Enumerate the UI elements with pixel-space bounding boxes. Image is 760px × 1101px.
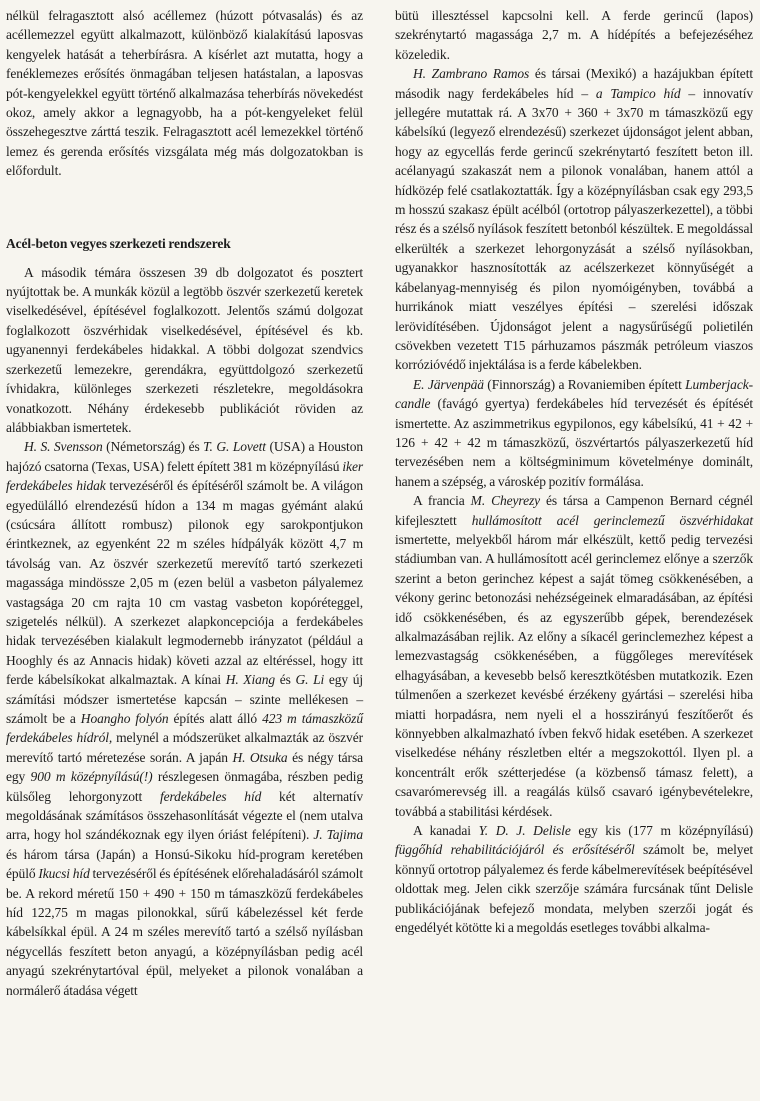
- author-name: Y. D. J. Delisle: [478, 823, 571, 839]
- body-text: tervezéséről és építéséről számolt be. A világon egyedülálló elrendezésű hídon a 134 m magas gyémánt alakú (csúcsára állított rombusz) pilonok egy sarokpontjukon érintkeznek, az egyenként 22 m széles hídpályák között 4,7 m távolság van. Az öszvér szerkezetű merevítő tartó szerkezeti magassága mindössze 2,05 m (ezen belül a vasbeton pályalemez vastagsága 20 cm rajta 10 cm vastag vasbeton kopóréteggel, szigetelés nélkül). A szerkezet alapkoncepciója a ferdekábeles hidak tervezésében kialakult legmodernebb irányzatot (például a Hooghly és az Annacis hidak) követi azzal az eltéréssel, hogy itt ferde kábelsíkokat alkalmaztak. A kínai: [6, 478, 363, 688]
- author-name: T. G. Lovett: [203, 439, 266, 455]
- emphasis-text: ferdekábeles híd: [159, 788, 262, 804]
- author-name: H. Zambrano Ramos: [413, 66, 530, 82]
- body-text: (Németország) és: [102, 439, 204, 455]
- emphasis-text: 900 m középnyílású(!): [30, 769, 153, 785]
- emphasis-text: függőhíd rehabilitációjáról és erősítéséről: [395, 842, 635, 858]
- paragraph-overview: A második témára összesen 39 db dolgozatot és posztert nyújtottak be. A munkák közül a legtöbb öszvér szerkezetű keretek viselkedésével, építésével foglalkozott. Jelentős számú dolgozat foglalkozott öszvérhidak viselkedésével, építésével és kb. ugyanennyi ferdekábeles hidakkal. A többi dolgozat szendvics szerkezetű lemezekre, gerendákra, együttdolgozó szerkezetű ívhidakra, különleges szerkezeti részletekre, megoldásokra vonatkozott. Néhány érdekesebb publikációt röviden az alábbiakban ismertetek.: [6, 264, 363, 435]
- paragraph-continuation: bütü illesztéssel kapcsolni kell. A ferde gerincű (lapos) szekrénytartó magassága 2,7 m. A hídépítés a befejezéséhez közeledik.: [395, 8, 753, 62]
- body-text: A francia: [413, 493, 471, 509]
- paragraph-jarvenpaa: [395, 375, 753, 491]
- author-name: H. S. Svensson: [24, 439, 103, 455]
- emphasis-text: a Tampico híd: [595, 85, 681, 101]
- emphasis-text: Hoangho folyón: [80, 711, 169, 726]
- emphasis-text: hullámosított acél gerinclemezű öszvérhidakat: [471, 512, 753, 528]
- body-text: két alternatív megoldásának számításos összehasonlítását végezte el (nem utalva arra, hogy hol szándékoznak egy ilyen óriást felépíteni).: [6, 788, 364, 843]
- body-text: építés alatt álló: [168, 711, 263, 726]
- body-text: és társa a Campenon Bernard cégnél kifejlesztett: [395, 493, 753, 528]
- author-name: H. Xiang: [225, 672, 276, 688]
- section-heading: Acél-beton vegyes szerkezeti rendszerek: [6, 235, 231, 251]
- body-text: tervezéséről és építésének előrehaladásáról számolt be. A rekord méretű 150 + 490 + 150 m támaszközű ferdekábeles híd 122,75 m magas pilonokkal, sűrű kábelezéssel két ferde kábelsíkkal épül. A 24 m széles merevítő tartó a szélső nyílásban négycellás feszített beton anyagú, a középnyílásban pedig acél anyagú szekrénytartóval épül, melyeket a pilonok vonalában a normálerő átadása végett: [6, 866, 363, 998]
- intro-paragraph: nélkül felragasztott alsó acéllemez (húzott pótvasalás) és az acéllemezzel együtt alkalmazott, különböző kialakítású laposvas kengyelek hatását a teherbírásra. A kísérlet azt mutatta, hogy a fenéklemezes erősítés önmagában teljesen hatástalan, a laposvas pót-kengyelekkel együtt történő alkalmazása teherbírás növekedést okoz, amely akkor a legnagyobb, ha a pót-kengyeleket felül összehegesztve zárttá teszik. Felragasztott acél lemezekkel történő lemez és gerenda erősítés vizsgálata még más dolgozatokban is előfordult.: [6, 8, 363, 179]
- right-column: [395, 6, 753, 938]
- author-name: E. Järvenpää: [413, 376, 484, 392]
- paragraph-delisle: [395, 821, 753, 937]
- body-text: – innovatív jellegére mutattak rá. A 3x70 + 360 + 3x70 m támaszközű egy kábelsíkú (legyező elrendezésű) szerkezet újdonságot jelent abban, hogy az egycellás ferde gerincű szekrénytartó feszített beton ill. acélanyagú szakaszát nem a pilonok vonalában, hanem attól a hídközép felé csatlakoztatták. Így a középnyílásban csak egy 293,5 m hosszú szakasz épült acélból (ortotrop pályaszerkezettel), a többi rész és a szélső nyílások feszített betonból készültek. E megoldással elkerülték a szerkezet lehorgonyzását a szélső nyílásokban, ugyanakkor hasznosították az acélszerkezet könnyűségét a kábelanyag-mennyiség és pilon nyomóigényben, továbbá a hurrikánok miatt veszélyes építési – szerelési időszak lerövidítésében. Újdonságot jelent a nagysűrűségű polietilén csövekben vezetett T15 párhuzamos pászmák petróleum viaszos korrózióvédő injektálása is a ferde kábelekben.: [395, 85, 754, 373]
- emphasis-text: Lumberjack-candle: [395, 376, 754, 412]
- body-text: egy új számítási módszer ismertetése kapcsán – szinte mellékesen – számolt be a: [6, 672, 363, 726]
- left-column: [6, 6, 363, 1000]
- body-text: és négy társa egy: [6, 749, 363, 785]
- body-text: melynél a módszerüket alkalmazták az öszvér merevítő tartó méretezése során. A japán: [6, 730, 363, 765]
- body-text: részlegesen önmagába, részben pedig külsőleg lehorgonyzott: [6, 769, 364, 804]
- body-text: egy kis (177 m középnyílású): [570, 823, 753, 839]
- body-text: (USA) a Houston hajózó csatorna (Texas, USA) felett épített 381 m középnyílású: [6, 439, 363, 474]
- emphasis-text: Ikucsi híd: [38, 866, 90, 882]
- body-text: (Finnország) a Rovaniemiben épített: [483, 376, 686, 392]
- author-name: M. Cheyrezy: [470, 493, 541, 509]
- author-name: H. Otsuka: [232, 749, 288, 765]
- author-name: J. Tajima: [313, 827, 363, 843]
- body-text: számolt be, melyet könnyű ortotrop pályalemez és ferde kábelmerevítések beépítésével oldottak meg. Jelen cikk szerzője számára furcsának tűnt Delisle publikációjának befejező mondata, melyben szerzői jogát és engedélyét kötötte ki a megoldás esetleges további alkalma-: [395, 842, 753, 936]
- body-text: ismertette, melyekből három már elkészült, kettő pedig tervezési stádiumban van. A hullámosított acél gerinclemez előnye a szerzők szerint a beton gerinchez képest a saját tömeg csökkenésében, a vékony gerinc betonozási nehézségeinek elmaradásában, az építési idő csökkenésében, és az egyszerűbb gépek, berendezések alkalmazásában rejlik. Az előny a síkacél gerinclemezhez képest a lemezvastagság csökkenésében, a függőleges merevítések elhagyásában, a kevesebb belső keresztkötésben mutatkozik. Ezen túlmenően a szerkezet kevésbé érzékeny gyártási – szerelési hiba miatti horpadásra, nem nyeli el a hosszirányú feszítőerőt és könnyebben alkalmazható ívben fekvő hidak esetében. A szerkezet viselkedése néhány részletben eltér a megszokottól. Ilyen pl. a koncentrált erők szétterjedése (a közbenső támasz felett), a csavarómerevség ill. a reagálás külső csavaró igénybevételekre, továbbá a stabilitási kérdések.: [395, 531, 753, 819]
- body-text: és: [275, 672, 296, 688]
- body-text: és három társa (Japán) a Honsú-Sikoku híd-program keretében épülő: [6, 846, 363, 882]
- body-text: A kanadai: [413, 823, 479, 839]
- paragraph-cheyrezy: [395, 491, 753, 821]
- author-name: G. Li: [295, 672, 325, 688]
- emphasis-text: iker ferdekábeles hidak: [6, 458, 363, 494]
- body-text: (favágó gyertya) ferdekábeles híd tervezését és építését ismertette. Az aszimmetrikus egypilonos, egy kábelsíkú, 41 + 42 + 126 + 42 + 42 m támaszközű, öszvértartós pályaszerkezetű híd tervezésében nem a költségminimum követelménye dominált, hanem a szépség, a városkép pozitív formálása.: [395, 396, 753, 489]
- section-spacer: [6, 181, 363, 234]
- paragraph-zambrano: [395, 64, 753, 375]
- paragraph-svensson: [6, 437, 363, 1000]
- body-text: és társai (Mexikó) a hazájukban épített második nagy ferdekábeles híd –: [395, 66, 754, 101]
- emphasis-text: 423 m támaszközű ferdekábeles hídról,: [6, 711, 363, 746]
